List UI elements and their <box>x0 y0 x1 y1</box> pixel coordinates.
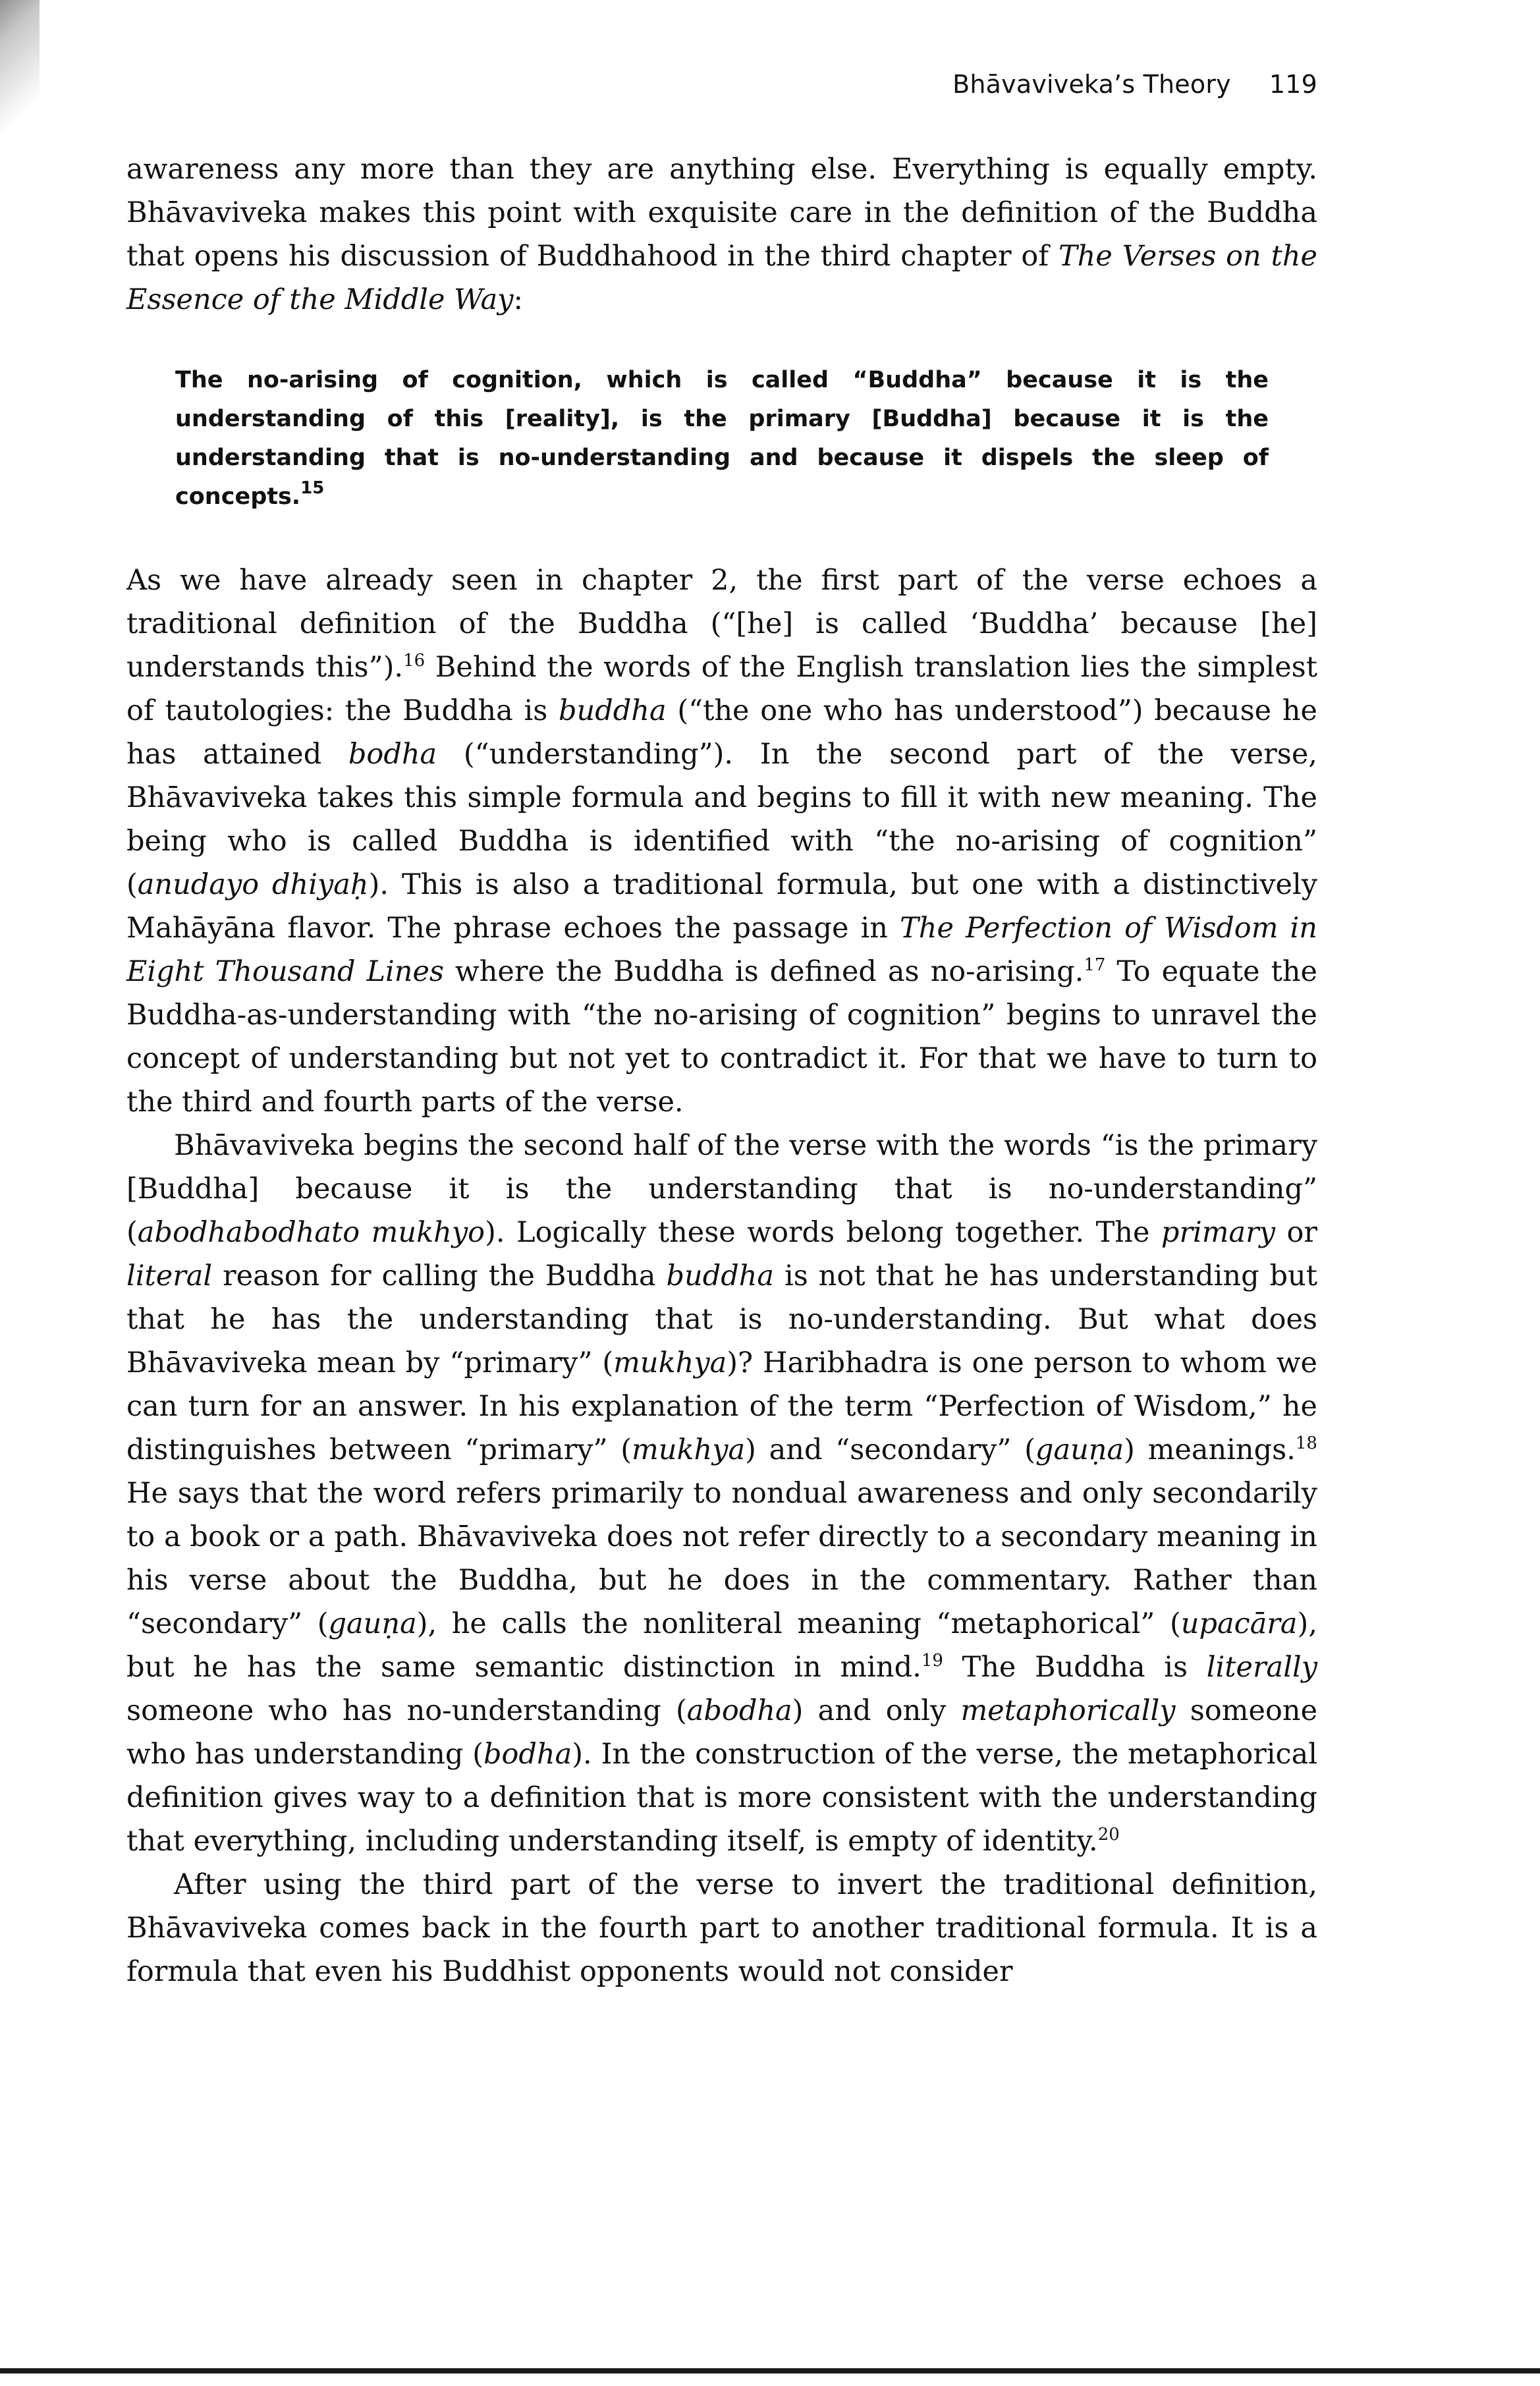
paragraph-4: After using the third part of the verse to invert the traditional definition, Bhāvaviveka comes back in the fourth part to another traditional formula. It is a formula that even his Buddhist opponents would not consider <box>126 1868 1317 1988</box>
footnote-ref: 20 <box>1097 1825 1120 1845</box>
footnote-ref: 16 <box>403 651 426 671</box>
book-title: The Verses on the Essence of the Middle Way <box>126 240 1318 316</box>
footnote-ref: 15 <box>300 478 325 498</box>
paragraph-1: awareness any more than they are anything else. Everything is equally empty. Bhāvaviveka makes this point with exquisite care in the definition of the Buddha that opens his discussion of Buddhahood in the third chapter of The Verses on the Essence of the Middle Way: <box>126 153 1318 316</box>
paragraph-3: Bhāvaviveka begins the second half of the verse with the words “is the primary [Buddha] because it is the understanding that is no-understanding” (abodhabodhato mukhyo). Logically these words belong together. The primary or literal reason for calling the Buddha buddha is not that he has understanding but that he has the understanding that is no-understanding. But what does Bhāvaviveka mean by “primary” (mukhya)? Haribhadra is one person to whom we can turn for an answer. In his explanation of the term “Perfection of Wisdom,” he distinguishes between “primary” (mukhya) and “secondary” (gauṇa) meanings.$^{18}$ He says that the word refers primarily to nondual awareness and only secondarily to a book or a path. Bhāvaviveka does not refer directly to a secondary meaning in his verse about the Buddha, but he does in the commentary. Rather than “secondary” (gauṇa), he calls the nonliteral meaning “metaphorical” (upacāra), but he has the same semantic distinction in mind.$^{19}$ The Buddha is literally someone who has no-understanding (abodha) and only metaphorically someone who has understanding (bodha). In the construction of the verse, the metaphorical definition gives way to a definition that is more consistent with the understanding that everything, including understanding itself, is empty of identity.$^{20}$ <box>126 1129 1318 1858</box>
paragraph-2: As we have already seen in chapter 2, the first part of the verse echoes a traditional definition of the Buddha (“[he] is called ‘Buddha’ because [he] understands this”).$^{16}$ Behind the words of the English translation lies the simplest of tautologies: the Buddha is buddha (“the one who has understood”) because he has attained bodha (“understanding”). In the second part of the verse, Bhāvaviveka takes this simple formula and begins to fill it with new meaning. The being who is called Buddha is identified with “the no-arising of cognition” (anudayo dhiyaḥ). This is also a traditional formula, but one with a distinctively Mahāyāna flavor. The phrase echoes the passage in The Perfection of Wisdom in Eight Thousand Lines where the Buddha is defined as no-arising.$^{17}$ To equate the Buddha-as-understanding with “the no-arising of cognition” begins to unravel the concept of understanding but not yet to contradict it. For that we have to turn to the third and fourth parts of the verse. <box>126 564 1318 1119</box>
running-header <box>952 70 1317 99</box>
book-title: The Perfection of Wisdom in Eight Thousand Lines <box>126 912 1317 988</box>
running-title: Bhāvaviveka’s Theory <box>952 70 1231 99</box>
footnote-ref: 17 <box>1084 955 1106 975</box>
page-number: 119 <box>1269 70 1317 99</box>
scan-shadow <box>0 0 40 211</box>
body-text <box>126 148 1317 1993</box>
footnote-ref: 18 <box>1295 1433 1317 1453</box>
scan-bottom-edge <box>0 2368 1540 2373</box>
footnote-ref: 19 <box>921 1651 943 1671</box>
block-quote: The no-arising of cognition, which is called “Buddha” because it is the understanding of this [reality], is the primary [Buddha] because it is the understanding that is no-understanding and because it dispels the sleep of concepts.$^{15}$ <box>175 367 1269 510</box>
